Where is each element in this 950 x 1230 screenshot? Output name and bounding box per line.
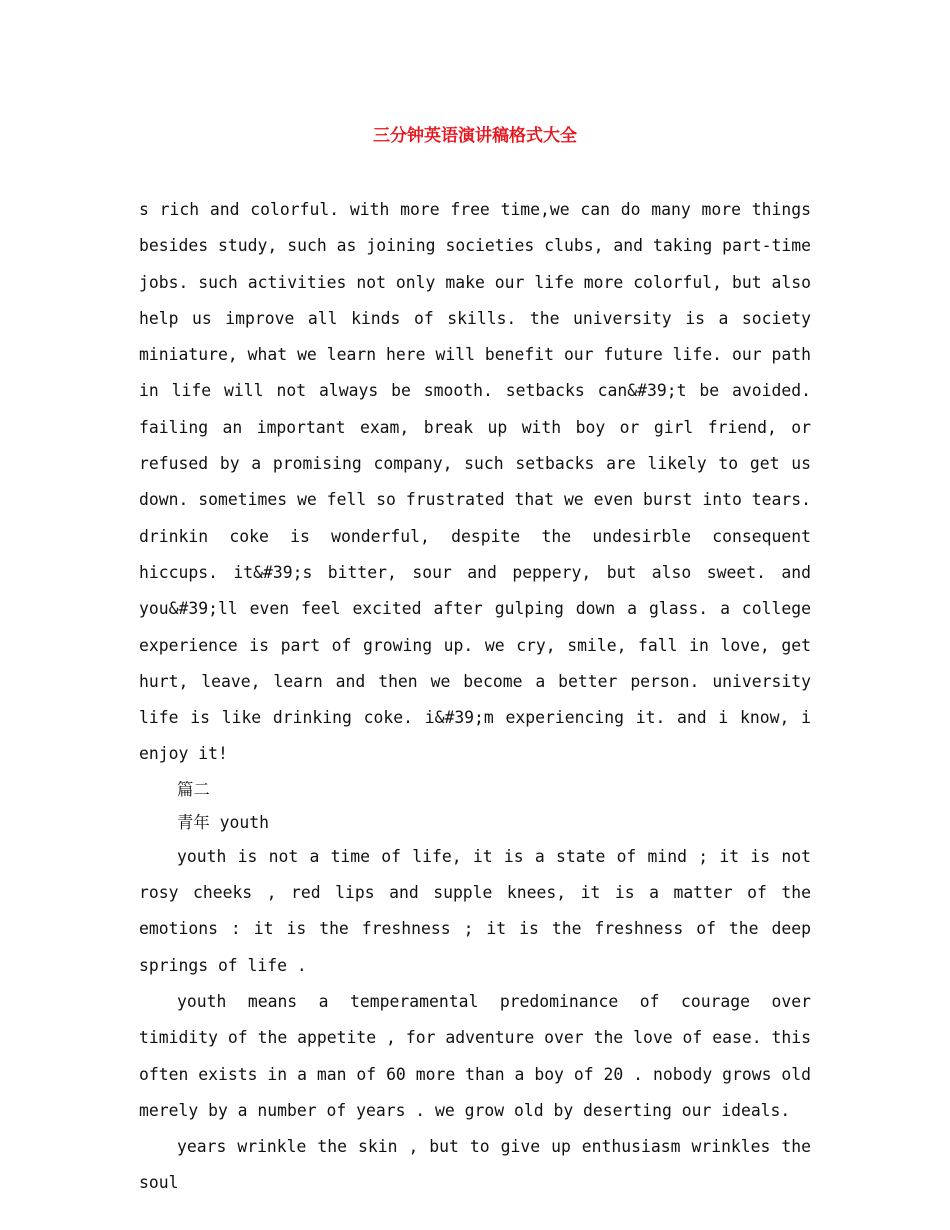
paragraph-youth-2: youth means a temperamental predominance of courage over timidity of the appetite , for adventure over the love of ease. this often exists in a man of 60 more than a boy of 20 . nobody grows old merely by a number of years . we grow old by deserting our ideals. — [139, 991, 811, 1120]
paragraph-intro: s rich and colorful. with more free time,we can do many more things besides study, such as joining societies clubs, and taking part-time jobs. such activities not only make our life more colorful, but also help us improve all kinds of skills. the university is a society miniature, what we learn here will benefit our future life. our path in life will not always be smooth. setbacks can&#39;t be avoided. failing an important exam, break up with boy or girl friend, or refused by a promising company, such setbacks are likely to get us down. sometimes we fell so frustrated that we even burst into tears. drinkin coke is wonderful, despite the undesirble consequent hiccups. it&#39;s bitter, sour and peppery, but also sweet. and you&#39;ll even feel excited after gulping down a glass. a college experience is part of growing up. we cry, smile, fall in love, get hurt, leave, learn and then we become a better person. university life is like drinking coke. i&#39;m experiencing it. and i know, i enjoy it! — [139, 200, 811, 764]
section-label: 篇二 — [177, 779, 210, 799]
paragraph-youth-3: years wrinkle the skin , but to give up enthusiasm wrinkles the soul — [139, 1137, 811, 1193]
document-body — [139, 192, 811, 1202]
paragraph-youth-1: youth is not a time of life, it is a state of mind ; it is not rosy cheeks , red lips and supple knees, it is a matter of the emotions : it is the freshness ; it is the freshness of the deep springs of life . — [139, 846, 811, 975]
document-title: 三分钟英语演讲稿格式大全 — [373, 126, 577, 146]
section-subtitle: 青年 youth — [177, 812, 269, 832]
